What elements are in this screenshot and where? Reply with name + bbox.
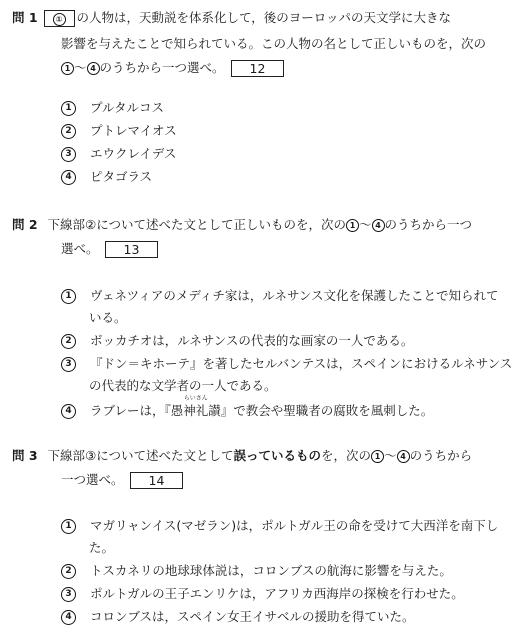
q1-option-1[interactable] xyxy=(61,100,164,116)
q2-line-1 xyxy=(12,217,472,233)
q3-range-sep: ～ xyxy=(384,448,397,463)
q3-option-4-number: 4 xyxy=(61,610,76,625)
q2-option-4-ruby-base: 愚神礼讃 xyxy=(170,403,221,418)
q1-option-1-number: 1 xyxy=(61,101,76,116)
q1-text-3: のうちから一つ選べ。 xyxy=(99,60,225,75)
q2-option-3-number: 3 xyxy=(61,357,76,372)
q3-option-1-text-2: た。 xyxy=(89,540,115,555)
q1-option-2[interactable] xyxy=(61,123,177,139)
q3-emphasis: 誤っているもの xyxy=(233,448,322,463)
q1-line-1 xyxy=(12,10,451,27)
q3-label: 問 3 xyxy=(12,448,38,463)
q1-option-4[interactable] xyxy=(61,169,152,185)
q1-answer-box: 12 xyxy=(231,60,285,77)
q1-option-1-text: プルタルコス xyxy=(90,100,165,115)
q2-option-3-text-2: の代表的な文学者の一人である。 xyxy=(89,378,277,393)
q3-option-1[interactable] xyxy=(61,518,498,534)
q2-option-1[interactable] xyxy=(61,288,499,304)
q3-range-start: 1 xyxy=(371,450,384,463)
q3-text-1c: のうちから xyxy=(409,448,473,463)
q2-option-3[interactable] xyxy=(61,356,512,372)
q2-option-1-text-2: いる。 xyxy=(89,310,127,325)
q3-option-1-text: マガリャンイス(マゼラン)は，ポルトガル王の命を受けて大西洋を南下し xyxy=(90,518,499,533)
q1-option-4-number: 4 xyxy=(61,170,76,185)
q2-option-4-post: 』で教会や聖職者の腐敗を風刺した。 xyxy=(220,403,434,418)
q1-option-3-text: エウクレイデス xyxy=(90,146,177,161)
q3-answer-box: 14 xyxy=(130,472,184,489)
q2-option-4-number: 4 xyxy=(61,404,76,419)
q3-text-1b: を，次の xyxy=(321,448,372,463)
q3-option-2-number: 2 xyxy=(61,564,76,579)
q1-ref-box xyxy=(44,10,75,27)
q2-text-2: 選べ。 xyxy=(61,241,99,256)
q2-range-end: 4 xyxy=(372,219,385,232)
q3-text-1a: 下線部③について述べた文として xyxy=(47,448,234,463)
q1-option-2-text: プトレマイオス xyxy=(90,123,177,138)
q2-option-1-text: ヴェネツィアのメディチ家は，ルネサンス文化を保護したことで知られて xyxy=(90,288,499,303)
q3-option-3-number: 3 xyxy=(61,587,76,602)
q1-range-sep: ～ xyxy=(74,60,87,75)
q3-option-1-number: 1 xyxy=(61,519,76,534)
q2-option-2-text: ボッカチオは，ルネサンスの代表的な画家の一人である。 xyxy=(90,333,414,348)
q3-option-3-text: ポルトガルの王子エンリケは，アフリカ西海岸の探検を行わせた。 xyxy=(90,586,464,601)
q1-option-3-number: 3 xyxy=(61,147,76,162)
q3-option-4-text: コロンブスは，スペイン女王イサベルの援助を得ていた。 xyxy=(90,609,415,624)
q1-option-3[interactable] xyxy=(61,146,176,162)
q1-line-3 xyxy=(61,60,286,77)
q2-line-2 xyxy=(61,241,160,258)
q3-option-2[interactable] xyxy=(61,563,452,579)
q1-ref-number: ① xyxy=(53,13,66,26)
q2-option-4-ruby-reading: らいさん xyxy=(183,395,208,402)
q2-text-1a: 下線部②について述べた文として正しいものを，次の xyxy=(47,217,347,232)
q2-range-start: 1 xyxy=(346,219,359,232)
q1-option-4-text: ピタゴラス xyxy=(90,169,153,184)
q3-line-2 xyxy=(61,472,185,489)
q3-text-2: 一つ選べ。 xyxy=(61,472,124,487)
q3-range-end: 4 xyxy=(397,450,410,463)
q2-option-2-number: 2 xyxy=(61,334,76,349)
q3-line-1 xyxy=(12,448,472,464)
q3-option-2-text: トスカネリの地球球体説は，コロンブスの航海に影響を与えた。 xyxy=(90,563,452,578)
q2-option-1-number: 1 xyxy=(61,289,76,304)
q3-option-4[interactable] xyxy=(61,609,415,625)
q2-option-3-text: 『ドン＝キホーテ』を著したセルバンテスは，スペインにおけるルネサンス xyxy=(90,356,513,371)
q1-text-2: 影響を与えたことで知られている。この人物の名として正しいものを，次の xyxy=(61,36,487,51)
q2-label: 問 2 xyxy=(12,217,38,232)
q2-range-sep: ～ xyxy=(359,217,372,232)
q2-option-4[interactable] xyxy=(61,395,434,419)
q2-text-1b: のうちから一つ xyxy=(384,217,473,232)
q1-label: 問 1 xyxy=(12,10,38,25)
q2-option-2[interactable] xyxy=(61,333,413,349)
q1-text-1: の人物は，天動説を体系化して，後のヨーロッパの天文学に大きな xyxy=(76,10,452,25)
q1-range-start: 1 xyxy=(61,62,74,75)
q2-answer-box: 13 xyxy=(105,241,159,258)
q3-option-3[interactable] xyxy=(61,586,464,602)
q1-option-2-number: 2 xyxy=(61,124,76,139)
q1-range-end: 4 xyxy=(87,62,100,75)
q2-option-4-ruby xyxy=(170,395,221,419)
q2-option-4-pre: ラブレーは，『 xyxy=(90,403,171,418)
